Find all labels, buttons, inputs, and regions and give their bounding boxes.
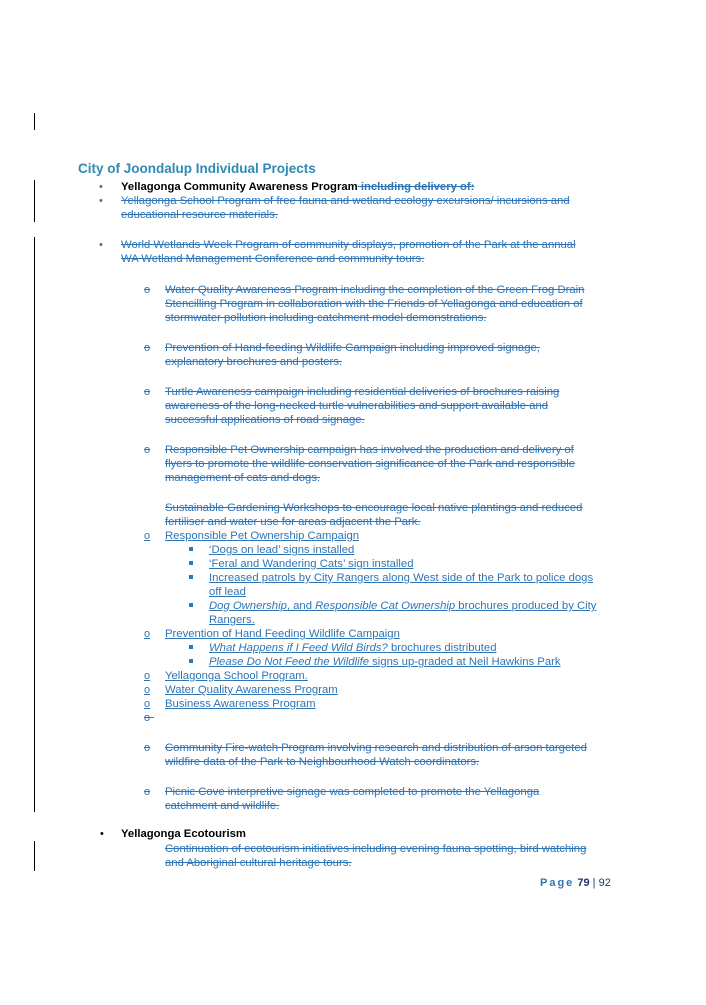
inserted-text [209, 641, 496, 655]
inserted-text: ‘Dogs on lead’ signs installed [209, 544, 355, 556]
page-word: Page [540, 877, 575, 889]
circle-marker: o [144, 670, 151, 682]
deleted-text: management of cats and dogs. [165, 472, 321, 484]
deleted-text: including delivery of: [357, 181, 475, 193]
circle-marker: o [144, 742, 151, 754]
section-heading: City of Joondalup Individual Projects [78, 161, 316, 176]
circle-marker: o [144, 284, 151, 296]
deleted-text: Responsible Pet Ownership campaign has involved the production and delivery of [165, 444, 574, 456]
square-bullet-marker [189, 603, 193, 607]
deleted-text: Turtle Awareness campaign including residential deliveries of brochures raising [165, 386, 560, 398]
page-number: 79 [577, 877, 590, 889]
bullet-title: Yellagonga Community Awareness Program [121, 181, 358, 193]
deleted-text: Sustainable Gardening Workshops to encourage local native plantings and reduced [165, 502, 583, 514]
inserted-text: off lead [209, 586, 246, 598]
inserted-text: Increased patrols by City Rangers along West side of the Park to police dogs [209, 572, 594, 584]
deleted-text: Water Quality Awareness Program including the completion of the Green Frog Drain [165, 284, 585, 296]
circle-marker: o [144, 386, 151, 398]
bullet-community-awareness [121, 180, 474, 194]
deleted-text: Picnic Cove interpretive signage was completed to promote the Yellagonga [165, 786, 540, 798]
inserted-text: brochures distributed [387, 642, 497, 654]
inserted-text: Water Quality Awareness Program [165, 684, 338, 696]
bullet-marker: • [99, 239, 103, 251]
inserted-text: Prevention of Hand Feeding Wildlife Campaign [165, 628, 400, 640]
circle-marker: o [144, 712, 151, 724]
inserted-text: , and [286, 600, 316, 612]
deleted-text: fertiliser and water use for areas adjacent the Park. [165, 516, 421, 528]
inserted-text [209, 655, 561, 669]
deleted-text: Continuation of ecotourism initiatives including evening fauna spotting, bird watching [165, 843, 587, 855]
change-bar [34, 237, 35, 812]
bullet-marker: • [100, 828, 104, 840]
circle-marker: o [144, 530, 151, 542]
square-bullet-marker [189, 561, 193, 565]
change-bar [34, 841, 35, 871]
inserted-text: Business Awareness Program [165, 698, 316, 710]
deleted-text: Stencilling Program in collaboration with the Friends of Yellagonga and education of [165, 298, 583, 310]
circle-marker: o [144, 684, 151, 696]
circle-marker: o [144, 698, 151, 710]
square-bullet-marker [189, 575, 193, 579]
inserted-text: brochures produced by City [455, 600, 597, 612]
deleted-text: awareness of the long-necked turtle vulnerabilities and support available and [165, 400, 549, 412]
circle-marker: o [144, 444, 151, 456]
bullet-marker: • [99, 195, 103, 207]
italic-text: Responsible Cat Ownership [315, 600, 456, 612]
inserted-text [209, 599, 596, 613]
deleted-text: explanatory brochures and posters. [165, 356, 343, 368]
italic-text: What Happens if I Feed Wild Birds? [209, 642, 388, 654]
deleted-text: Yellagonga School Program of free fauna and wetland ecology excursions/ incursions and [121, 195, 570, 207]
square-bullet-marker [189, 547, 193, 551]
deleted-text: wildfire data of the Park to Neighbourhood Watch coordinators. [165, 756, 480, 768]
deleted-text: educational resource materials. [121, 209, 278, 221]
circle-marker: o [144, 342, 151, 354]
inserted-text: Yellagonga School Program. [165, 670, 308, 682]
page-total: 92 [598, 877, 611, 889]
page-footer [540, 877, 611, 889]
inserted-text: Rangers. [209, 614, 255, 626]
circle-marker: o [144, 786, 151, 798]
inserted-text: Responsible Pet Ownership Campaign [165, 530, 360, 542]
deleted-text: Prevention of Hand-feeding Wildlife Campaign including improved signage, [165, 342, 540, 354]
deleted-text: catchment and wildlife. [165, 800, 280, 812]
square-bullet-marker [189, 659, 193, 663]
deleted-text: successful applications of road signage. [165, 414, 365, 426]
deleted-text: and Aboriginal cultural heritage tours. [165, 857, 352, 869]
circle-marker: o [144, 628, 151, 640]
deleted-text: WA Wetland Management Conference and community tours. [121, 253, 425, 265]
bullet-ecotourism: Yellagonga Ecotourism [121, 828, 246, 840]
page-separator: | [589, 877, 599, 889]
deleted-text: World Wetlands Week Program of community displays, promotion of the Park at the annual [121, 239, 576, 251]
bullet-marker: • [99, 181, 103, 193]
inserted-text: signs up-graded at Neil Hawkins Park [369, 656, 561, 668]
deleted-text: stormwater pollution including catchment model demonstrations. [165, 312, 487, 324]
italic-text: Dog Ownership [209, 600, 287, 612]
change-bar [34, 180, 35, 222]
square-bullet-marker [189, 645, 193, 649]
italic-text: Please Do Not Feed the Wildlife [209, 656, 370, 668]
deleted-text: flyers to promote the wildlife conservation significance of the Park and responsible [165, 458, 576, 470]
change-bar [34, 113, 35, 130]
deleted-text: Community Fire-watch Program involving research and distribution of arson targeted [165, 742, 587, 754]
inserted-text: ‘Feral and Wandering Cats’ sign installed [209, 558, 414, 570]
